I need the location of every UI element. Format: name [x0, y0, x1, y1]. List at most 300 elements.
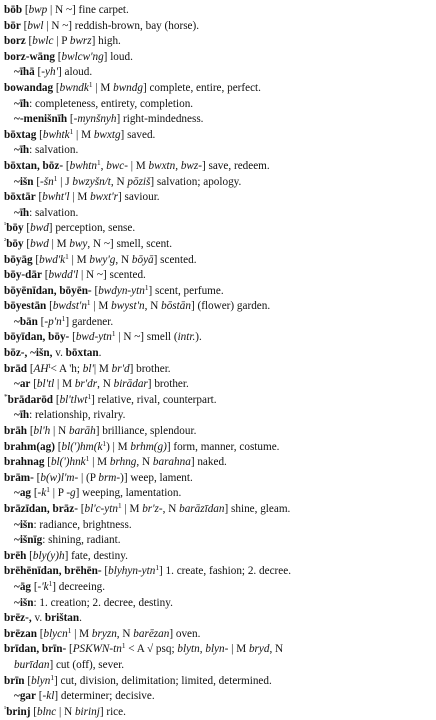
- entry-text: ] brilliance, splendour.: [95, 425, 197, 438]
- headword: brām-: [4, 471, 34, 484]
- headword: brādarōd: [7, 393, 54, 406]
- headword: ~īhā: [14, 66, 35, 79]
- entry-text: ] oven.: [169, 627, 201, 640]
- transcription: bwht'l: [42, 191, 70, 204]
- transcription: bwdd'l: [48, 269, 79, 282]
- entry-text: [: [91, 284, 99, 297]
- entry-text: ] determiner; decisive.: [54, 690, 155, 703]
- sub-entry: [4, 175, 430, 191]
- entry-text: [: [30, 378, 37, 391]
- transcription: bōyā: [131, 253, 154, 266]
- transcription: -p'n: [44, 315, 62, 328]
- dictionary-entry: [4, 81, 430, 97]
- transcription: bwy'g: [89, 253, 116, 266]
- entry-text: , N: [110, 175, 128, 188]
- entry-text: [: [34, 66, 42, 79]
- dictionary-entry: [4, 455, 430, 471]
- headword: bowandag: [4, 81, 54, 94]
- dictionary-entry: [4, 705, 430, 720]
- transcription: brhng: [109, 456, 137, 469]
- dictionary-entry: [4, 19, 430, 35]
- entry-text: [: [25, 35, 33, 48]
- headword: bōy: [6, 237, 24, 250]
- transcription: birinj: [74, 705, 100, 718]
- sub-entry: [4, 486, 430, 502]
- headword: brēz-,: [4, 612, 32, 625]
- entry-text: : radiance, brightness.: [33, 518, 132, 531]
- sub-entry: [4, 518, 430, 534]
- headword: brēh: [4, 549, 27, 562]
- transcription: bl': [82, 362, 94, 375]
- entry-text: ] naked.: [190, 456, 227, 469]
- entry-text: [: [44, 456, 51, 469]
- transcription: b(w)l'm-: [40, 471, 79, 484]
- transcription: pōziš: [127, 175, 151, 188]
- entry-text: [: [23, 237, 31, 250]
- entry-text: ).: [195, 331, 202, 344]
- headword: ~īh: [14, 206, 30, 219]
- dictionary-entry: [4, 502, 430, 518]
- headword: ~išn: [14, 175, 34, 188]
- dictionary-entry: [4, 268, 430, 284]
- entry-text: | M: [71, 627, 92, 640]
- superscript-mark: 1: [69, 127, 74, 136]
- superscript-mark: 1: [53, 174, 58, 183]
- entry-text: [: [101, 565, 109, 578]
- entry-text: | P: [49, 487, 67, 500]
- entry-text: [: [77, 503, 85, 515]
- dictionary-entry: [4, 190, 430, 206]
- headword: bōr: [4, 19, 21, 32]
- entry-text: ] saved.: [120, 128, 156, 141]
- transcription: barēzan: [133, 627, 170, 640]
- entry-text: , N: [144, 300, 162, 313]
- headword: brahnag: [4, 456, 45, 469]
- headword: bōxtan, bōz-: [4, 159, 64, 172]
- dictionary-entry: [4, 3, 430, 19]
- transcription: barahna: [152, 456, 191, 469]
- transcription: br'dr: [74, 378, 98, 391]
- transcription: blytn: [177, 643, 200, 656]
- entry-text: : 1. creation; 2. decree, destiny.: [33, 596, 173, 609]
- dictionary-entry: [4, 50, 430, 66]
- entry-text: ] shine, gleam.: [224, 503, 291, 515]
- entry-text: : salvation.: [29, 206, 79, 219]
- superscript-mark: *: [4, 392, 8, 401]
- entry-text: , N: [269, 643, 284, 656]
- entry-text: | M: [90, 300, 112, 313]
- transcription: blnc: [36, 705, 57, 718]
- entry-text: [: [32, 253, 40, 266]
- entry-text: [: [31, 487, 38, 500]
- superscript-mark: 1: [88, 80, 93, 89]
- transcription: barāzīdan: [179, 503, 225, 515]
- entry-text: [: [41, 269, 49, 282]
- dictionary-entry: [4, 346, 430, 362]
- transcription: blycn: [43, 627, 68, 640]
- superscript-mark: 1: [65, 252, 69, 261]
- sub-entry: [4, 580, 430, 596]
- superscript-mark: 1: [96, 158, 101, 167]
- dictionary-entry: [4, 611, 430, 627]
- headword: brahm(ag): [4, 440, 55, 453]
- headword: bōb: [4, 4, 23, 16]
- sub-entry: [4, 112, 430, 128]
- entry-text: : shining, radiant.: [42, 534, 121, 547]
- headword: ~gar: [14, 690, 36, 703]
- dictionary-entry: [4, 393, 430, 409]
- entry-text: ] form, manner, costume.: [166, 440, 280, 453]
- entry-text: , N: [116, 627, 134, 640]
- transcription: -mynšnyh: [73, 113, 117, 126]
- entry-text: [: [67, 113, 74, 126]
- transcription: -kl: [42, 690, 55, 703]
- headword: bōxtār: [4, 191, 36, 204]
- entry-text: ] weeping, lamentation.: [75, 487, 182, 500]
- headword: ~išn: [14, 518, 34, 531]
- entry-text: [: [22, 4, 29, 16]
- entry-text: [: [26, 549, 33, 562]
- sub-entry: [4, 315, 430, 331]
- headword: brād: [4, 362, 28, 375]
- headword: ~āg: [14, 580, 32, 593]
- superscript-mark: 1: [48, 579, 53, 588]
- dictionary-entry: [4, 221, 430, 237]
- dictionary-entry: [4, 642, 430, 658]
- entry-text: , N: [97, 378, 114, 391]
- headword: brēzan: [4, 627, 37, 640]
- transcription: bwxt'r: [90, 191, 118, 204]
- transcription: bwd: [30, 222, 49, 235]
- dictionary-entry: [4, 159, 430, 175]
- entry-text: | (P: [78, 471, 99, 484]
- entry-text: [: [53, 81, 60, 94]
- headword: bōyīdan, bōy-: [4, 331, 70, 344]
- entry-text: | M: [92, 81, 114, 94]
- entry-text: | M: [121, 503, 143, 515]
- headword: ~ag: [14, 487, 32, 500]
- entry-text: ] relative, rival, counterpart.: [91, 393, 217, 406]
- transcription: -yh': [41, 66, 58, 79]
- headword: ~īh: [14, 144, 30, 157]
- transcription: bwdst'n: [52, 300, 87, 313]
- entry-text: | P: [53, 35, 70, 48]
- dictionary-entry: [4, 549, 430, 565]
- dictionary-entry: [4, 362, 430, 378]
- entry-text: < A √ psq;: [125, 643, 178, 656]
- entry-text: | M: [73, 128, 94, 141]
- entry-text: | M: [93, 362, 112, 375]
- entry-text: ] gardener.: [65, 315, 114, 328]
- headword: bōyestān: [4, 300, 47, 313]
- entry-text: ] scent, perfume.: [148, 284, 224, 297]
- entry-text: ] scented.: [153, 253, 197, 266]
- superscript-mark: ¹: [4, 704, 7, 713]
- entry-text: v.: [52, 347, 66, 360]
- entry-text: , N: [162, 503, 180, 515]
- entry-text: [: [63, 159, 70, 172]
- headword: bōy-dār: [4, 269, 42, 282]
- superscript-mark: 1: [102, 439, 107, 448]
- entry-text: [: [66, 643, 73, 656]
- headword: brāzīdan, brāz-: [4, 503, 78, 515]
- dictionary-entry: [4, 237, 430, 253]
- headword: brāh: [4, 425, 28, 438]
- entry-text: ] right-mindedness.: [116, 113, 204, 126]
- entry-text: [: [33, 175, 41, 188]
- superscript-mark: 1: [61, 314, 66, 323]
- sub-entry: [4, 596, 430, 612]
- superscript-mark: ¹: [4, 221, 7, 230]
- entry-text: [: [46, 300, 53, 313]
- superscript-mark: 1: [87, 392, 92, 401]
- transcription: bwy: [69, 237, 88, 250]
- entry-text: | M: [68, 253, 90, 266]
- sub-entry: [4, 143, 430, 159]
- headword: brīdan, brīn-: [4, 643, 67, 656]
- entry-text: : completeness, entirety, completion.: [29, 97, 194, 110]
- entry-text: .: [98, 347, 102, 360]
- transcription: bwxtn, bwz-: [148, 159, 202, 172]
- superscript-mark: 1: [67, 626, 72, 635]
- entry-text: ] high.: [91, 35, 121, 48]
- transcription: bwyst'n: [111, 300, 145, 313]
- dictionary-entry: [4, 34, 430, 50]
- headword: borz-wāng: [4, 50, 55, 63]
- entry-continuation: [4, 658, 430, 674]
- transcription: bl(')hnk: [50, 456, 86, 469]
- entry-text: ] (flower) garden.: [190, 300, 271, 313]
- entry-text: ] rice.: [99, 705, 126, 718]
- transcription: blyn: [31, 674, 51, 687]
- transcription: br'z-: [142, 503, 163, 515]
- entry-text: ] brother.: [147, 378, 189, 391]
- transcription: bwlcw'ng: [61, 50, 104, 63]
- dictionary-entry: [4, 284, 430, 300]
- transcription: bl'h: [33, 425, 51, 438]
- transcription: bwzyšn/t: [72, 175, 111, 188]
- superscript-mark: ²: [4, 236, 7, 245]
- headword: bōyēnīdan, bōyēn-: [4, 284, 92, 297]
- sub-entry: [4, 689, 430, 705]
- sub-entry: [4, 206, 430, 222]
- superscript-mark: 1: [86, 299, 91, 308]
- transcription: intr.: [177, 331, 196, 344]
- transcription: bryd: [248, 643, 270, 656]
- entry-text: [: [30, 705, 37, 718]
- entry-text: [: [27, 425, 34, 438]
- transcription: bwp: [28, 4, 48, 16]
- entry-text: | N ~] scented.: [78, 269, 146, 282]
- transcription: brm-: [98, 471, 121, 484]
- dictionary-entry: [4, 440, 430, 456]
- entry-text: ] loud.: [103, 50, 133, 63]
- headword: brinj: [6, 705, 31, 718]
- transcription: bwd-ytn: [75, 331, 112, 344]
- entry-text: | N: [50, 425, 69, 438]
- entry-text: ,: [199, 643, 206, 656]
- superscript-mark: t: [48, 361, 51, 370]
- entry-text: [: [24, 674, 32, 687]
- entry-text: | J: [57, 175, 73, 188]
- entry-text: : relationship, rivalry.: [29, 409, 126, 422]
- transcription: bwndk: [59, 81, 89, 94]
- entry-text: | M: [127, 159, 149, 172]
- dictionary-entry: [4, 424, 430, 440]
- entry-text: [: [54, 440, 62, 453]
- entry-text: , N: [136, 456, 153, 469]
- entry-text: | N: [56, 705, 75, 718]
- cross-reference: bōxtan: [65, 347, 99, 360]
- entry-text: [: [54, 50, 62, 63]
- entry-text: ] decreeing.: [52, 580, 106, 593]
- superscript-mark: 1: [46, 486, 50, 495]
- entry-text: .: [79, 612, 82, 625]
- transcription: bl'c-ytn: [84, 503, 118, 515]
- headword: ~išn: [14, 596, 34, 609]
- entry-text: | M: [89, 456, 110, 469]
- sub-entry: [4, 65, 430, 81]
- headword: ~īh: [14, 97, 30, 110]
- entry-text: | N ~] reddish-brown, bay (horse).: [43, 19, 200, 32]
- headword: brīn: [4, 674, 25, 687]
- headword: ~išnīg: [14, 534, 43, 547]
- transcription: -'k: [37, 580, 49, 593]
- entry-text: [: [27, 362, 34, 375]
- headword: ~-menišnīh: [14, 113, 68, 126]
- sub-entry: [4, 533, 430, 549]
- transcription: barāh: [68, 425, 96, 438]
- entry-text: ] saviour.: [117, 191, 160, 204]
- superscript-mark: 1: [144, 283, 149, 292]
- transcription: birādar: [113, 378, 148, 391]
- superscript-mark: 1: [121, 642, 126, 651]
- headword: bōy: [6, 222, 24, 235]
- dictionary-entry: [4, 471, 430, 487]
- entry-text: ] aloud.: [57, 66, 93, 79]
- transcription: bryzn: [91, 627, 117, 640]
- transcription: bwhtn: [69, 159, 97, 172]
- headword: ~īh: [14, 409, 30, 422]
- transcription: brhm(g): [130, 440, 167, 453]
- transcription: bwc-: [106, 159, 128, 172]
- entry-text: [: [35, 690, 43, 703]
- entry-text: ] complete, entire, perfect.: [142, 81, 261, 94]
- entry-text: | M: [54, 378, 75, 391]
- entry-text: v.: [31, 612, 45, 625]
- superscript-mark: 1: [85, 455, 90, 464]
- transcription: -g: [66, 487, 76, 500]
- entry-text: ) | M: [106, 440, 131, 453]
- entry-text: )] weep, lament.: [120, 471, 193, 484]
- transcription: blyhyn-ytn: [108, 565, 156, 578]
- entry-text: ] save, redeem.: [201, 159, 270, 172]
- headword: bōyāg: [4, 253, 33, 266]
- entry-text: ] fate, destiny.: [64, 549, 128, 562]
- transcription: bl'tl: [36, 378, 55, 391]
- entry-text: [: [35, 191, 43, 204]
- entry-text: ] cut (off), sever.: [49, 658, 125, 671]
- transcription: blyn-: [205, 643, 229, 656]
- transcription: burīdan: [14, 658, 50, 671]
- superscript-mark: 1: [155, 564, 159, 573]
- entry-text: ] brother.: [129, 362, 171, 375]
- entry-text: [: [36, 627, 44, 640]
- entry-text: ] 1. create, fashion; 2. decree.: [158, 565, 291, 578]
- entry-text: [: [31, 580, 38, 593]
- entry-text: ] cut, division, delimitation; limited, determined.: [53, 674, 272, 687]
- dictionary-entry: [4, 627, 430, 643]
- transcription: -k: [37, 487, 47, 500]
- superscript-mark: 1: [117, 502, 122, 510]
- transcription: bōstān: [161, 300, 191, 313]
- dictionary-entry: [4, 128, 430, 144]
- headword: bōxtag: [4, 128, 37, 141]
- entry-text: ] salvation; apology.: [150, 175, 242, 188]
- transcription: PSKWN-tn: [72, 643, 122, 656]
- dictionary-entry: [4, 564, 430, 580]
- headword: ~ar: [14, 378, 31, 391]
- sub-entry: [4, 408, 430, 424]
- cross-reference: brištan: [44, 612, 80, 625]
- transcription: bl(')hm(k: [61, 440, 103, 453]
- transcription: bwlc: [32, 35, 54, 48]
- entry-text: [: [36, 128, 43, 141]
- entry-text: [: [69, 331, 76, 344]
- entry-text: , N ~] smell, scent.: [87, 237, 173, 250]
- transcription: bwd'k: [39, 253, 66, 266]
- entry-text: < A 'h;: [50, 362, 83, 375]
- entry-text: | N ~] fine carpet.: [47, 4, 129, 16]
- transcription: bl'tlwt: [59, 393, 88, 406]
- entry-text: ] perception, sense.: [48, 222, 136, 235]
- transcription: bly(y)h: [32, 549, 65, 562]
- entry-text: , N: [115, 253, 132, 266]
- headword: ~bān: [14, 315, 38, 328]
- transcription: bwdyn-ytn: [98, 284, 145, 297]
- transcription: bwndg: [113, 81, 143, 94]
- entry-text: [: [20, 19, 28, 32]
- transcription: bwxtg: [93, 128, 121, 141]
- entry-text: | M: [48, 237, 70, 250]
- headword: brēhēnīdan, brēhēn-: [4, 565, 102, 578]
- entry-text: [: [33, 471, 41, 484]
- entry-text: ,: [100, 159, 107, 172]
- entry-text: [: [23, 222, 31, 235]
- entry-text: | M: [228, 643, 249, 656]
- transcription: bwd: [30, 237, 49, 250]
- transcription: bwl: [27, 19, 44, 32]
- superscript-mark: 1: [111, 330, 116, 339]
- sub-entry: [4, 97, 430, 113]
- entry-text: [: [37, 315, 45, 328]
- entry-text: | N ~] smell (: [115, 331, 178, 344]
- dictionary-entry: [4, 253, 430, 269]
- dictionary-entry: [4, 330, 430, 346]
- transcription: br'd: [111, 362, 130, 375]
- entry-text: [: [53, 393, 60, 406]
- sub-entry: [4, 377, 430, 393]
- superscript-mark: 1: [50, 673, 54, 682]
- transcription: -šn: [40, 175, 54, 188]
- headword: bōz-, ~išn,: [4, 347, 53, 360]
- transcription: AH: [33, 362, 49, 375]
- headword: borz: [4, 35, 26, 48]
- entry-text: | M: [69, 191, 91, 204]
- transcription: bwhtk: [42, 128, 70, 141]
- entry-text: : salvation.: [29, 144, 79, 157]
- transcription: bwrz: [69, 35, 92, 48]
